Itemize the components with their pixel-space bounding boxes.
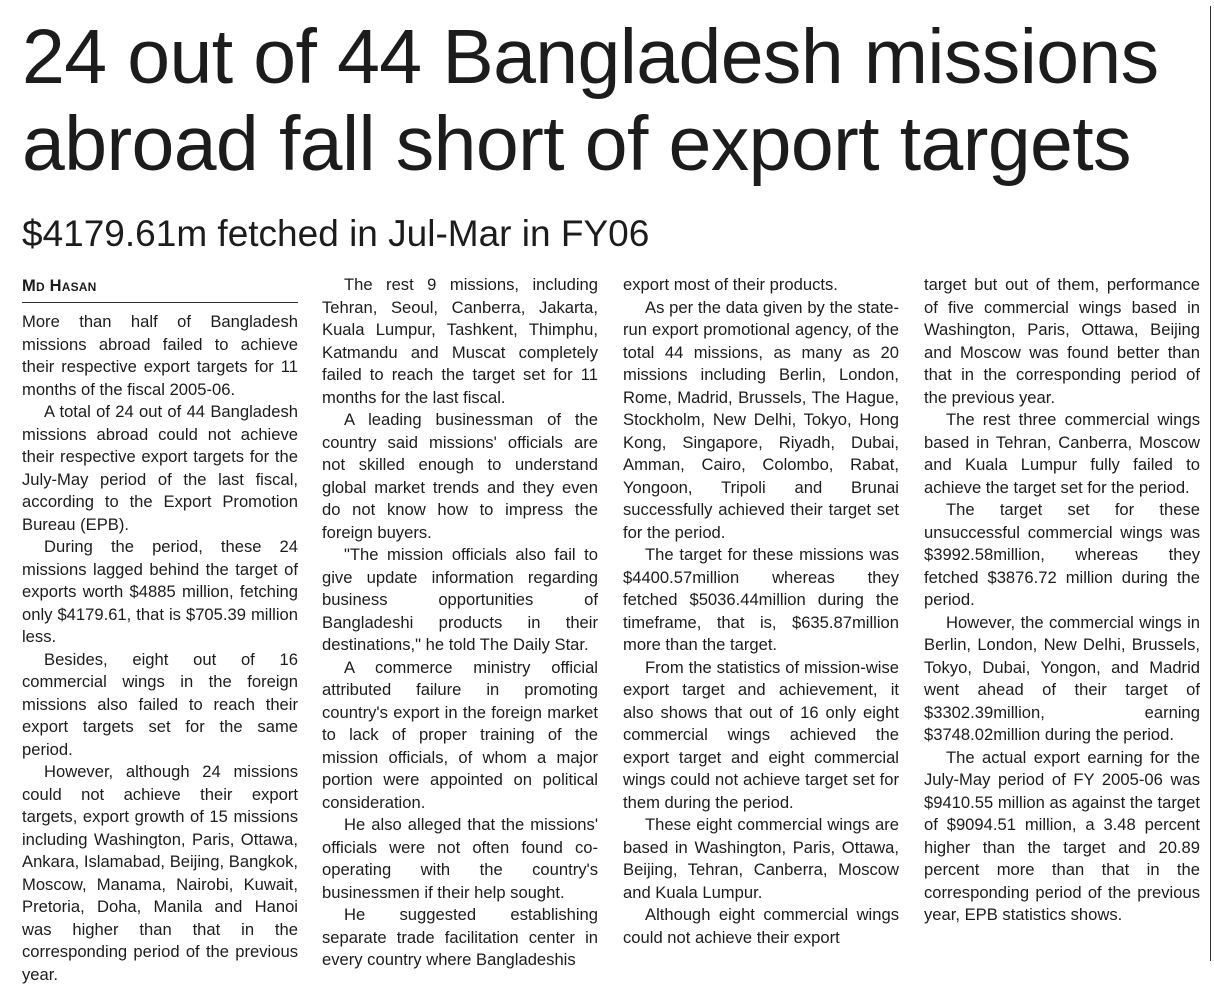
paragraph: More than half of Bangladesh missions abroad failed to achieve their respective export targets for 11 months of the fiscal 2005-06.: [22, 312, 298, 399]
paragraph: The rest three commercial wings based in Tehran, Canberra, Moscow and Kuala Lumpur fully failed to achieve the target set for the period.: [924, 410, 1200, 497]
paragraph: A leading businessman of the country said missions' officials are not skilled enough to understand global market trends and they even do not know how to impress the foreign buyers.: [322, 410, 598, 542]
paragraph: Although eight commercial wings could not achieve their export: [623, 905, 899, 947]
paragraph: However, although 24 missions could not achieve their export targets, export growth of 15 missions including Washington, Paris, Ottawa, Ankara, Islamabad, Beijing, Bangkok, Moscow, Manama, Nairobi, Kuwait, Pretoria, Doha, Manila and Hanoi was higher than that in the corresponding period of the previous year.: [22, 762, 298, 984]
paragraph: target but out of them, performance of five commercial wings based in Washington, Paris, Ottawa, Beijing and Moscow was found better than that in the corresponding period of the previous year.: [924, 275, 1200, 407]
article-column-2: [322, 274, 598, 972]
paragraph: He suggested establishing separate trade facilitation center in every country where Bangladeshis: [322, 905, 598, 969]
article-column-4: [924, 274, 1200, 927]
paragraph: He also alleged that the missions' officials were not often found co-operating with the country's businessmen if their help sought.: [322, 815, 598, 902]
paragraph: The target for these missions was $4400.57million whereas they fetched $5036.44million during the timeframe, that is, $635.87million more than the target.: [623, 545, 899, 654]
paragraph: "The mission officials also fail to give update information regarding business opportunities of Bangladeshi products in their destinations," he told The Daily Star.: [322, 545, 598, 654]
paragraph: From the statistics of mission-wise export target and achievement, it also shows that out of 16 only eight commercial wings achieved the export target and eight commercial wings could not achieve target set for them during the period.: [623, 657, 899, 812]
byline: Md Hasan: [22, 274, 298, 303]
paragraph: During the period, these 24 missions lagged behind the target of exports worth $4885 million, fetching only $4179.61, that is $705.39 million less.: [22, 537, 298, 646]
article-column-1: [22, 274, 298, 986]
paragraph: However, the commercial wings in Berlin, London, New Delhi, Brussels, Tokyo, Dubai, Yongon, and Madrid went ahead of their target of $3302.39million, earning $3748.02million during the period.: [924, 612, 1200, 744]
column-divider: [1210, 6, 1211, 961]
paragraph: A commerce ministry official attributed failure in promoting country's export in the foreign market to lack of proper training of the mission officials, of whom a major portion were appointed on political consideration.: [322, 657, 598, 812]
paragraph: The actual export earning for the July-May period of FY 2005-06 was $9410.55 million as against the target of $9094.51 million, a 3.48 percent higher than the target and 20.89 percent more than that in the corresponding period of the previous year, EPB statistics shows.: [924, 747, 1200, 924]
paragraph: These eight commercial wings are based in Washington, Paris, Ottawa, Beijing, Tehran, Canberra, Moscow and Kuala Lumpur.: [623, 815, 899, 902]
paragraph: A total of 24 out of 44 Bangladesh missions abroad could not achieve their respective export targets for the July-May period of the last fiscal, according to the Export Promotion Bureau (EPB).: [22, 402, 298, 534]
paragraph: Besides, eight out of 16 commercial wings in the foreign missions also failed to reach their export targets set for the same period.: [22, 649, 298, 759]
paragraph: The target set for these unsuccessful commercial wings was $3992.58million, whereas they fetched $3876.72 million during the period.: [924, 500, 1200, 609]
paragraph: export most of their products.: [623, 275, 838, 294]
article-column-3: [623, 274, 899, 949]
subheadline: $4179.61m fetched in Jul-Mar in FY06: [22, 213, 650, 254]
paragraph: The rest 9 missions, including Tehran, Seoul, Canberra, Jakarta, Kuala Lumpur, Tashkent, Thimphu, Katmandu and Muscat completely failed to reach the target set for 11 months for the last fiscal.: [322, 275, 598, 407]
headline-text: 24 out of 44 Bangladesh missions abroad fall short of export targets: [22, 14, 1159, 187]
paragraph: As per the data given by the state-run export promotional agency, of the total 44 missions, as many as 20 missions including Berlin, London, Rome, Madrid, Brussels, The Hague, Stockholm, New Delhi, Tokyo, Hong Kong, Singapore, Riyadh, Dubai, Amman, Cairo, Colombo, Rabat, Yongoon, Tripoli and Brunai successfully achieved their target set for the period.: [623, 297, 899, 542]
headline: [22, 14, 1207, 188]
